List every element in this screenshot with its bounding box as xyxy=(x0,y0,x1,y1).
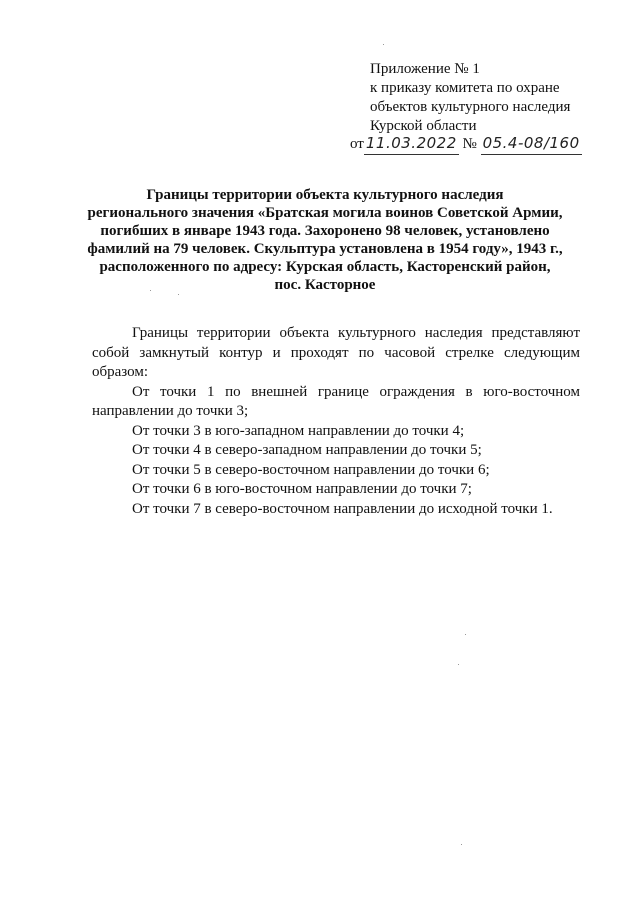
scan-speck xyxy=(150,290,151,291)
number-label: № xyxy=(462,136,477,152)
appendix-order-ref: к приказу комитета по охране xyxy=(370,80,560,96)
intro-paragraph-line: образом: xyxy=(92,364,149,380)
title-line: фамилий на 79 человек. Скульптура установлена в 1954 году», 1943 г., xyxy=(87,241,563,257)
appendix-number: Приложение № 1 xyxy=(370,61,480,77)
title-line: регионального значения «Братская могила воинов Советской Армии, xyxy=(87,205,563,221)
scan-speck xyxy=(461,844,462,845)
boundary-step-2: От точки 3 в юго-западном направлении до точки 4; xyxy=(132,422,465,439)
title-line: Границы территории объекта культурного наследия xyxy=(146,187,504,203)
boundary-step-6: От точки 7 в северо-восточном направлении до исходной точки 1. xyxy=(132,500,553,517)
scan-speck xyxy=(465,634,466,635)
intro-paragraph-line: Границы территории объекта культурного наследия представляют xyxy=(132,325,580,341)
title-line: пос. Касторное xyxy=(274,277,376,293)
appendix-committee: объектов культурного наследия xyxy=(370,99,571,115)
appendix-header xyxy=(370,60,610,136)
boundary-step-5: От точки 6 в юго-восточном направлении до точки 7; xyxy=(132,481,472,497)
order-number-handwritten: 05.4-08/160 xyxy=(481,134,582,155)
boundary-step-1: От точки 1 по внешней границе ограждения в юго-восточном xyxy=(132,383,580,400)
order-date-handwritten: 11.03.2022 xyxy=(364,134,459,155)
title-line: погибших в январе 1943 года. Захоронено 98 человек, установлено xyxy=(100,223,550,239)
from-label: от xyxy=(350,136,364,152)
document-body xyxy=(92,324,580,519)
scan-speck xyxy=(458,664,459,665)
boundary-step-4: От точки 5 в северо-восточном направлении до точки 6; xyxy=(132,461,490,478)
scan-speck xyxy=(178,294,179,295)
scan-speck xyxy=(383,44,384,45)
order-date-number xyxy=(350,134,610,156)
document-title xyxy=(70,186,580,294)
appendix-region: Курской области xyxy=(370,118,477,134)
boundary-step-3: От точки 4 в северо-западном направлении до точки 5; xyxy=(132,442,482,458)
intro-paragraph-line: собой замкнутый контур и проходят по часовой стрелке следующим xyxy=(92,344,580,361)
title-line: расположенного по адресу: Курская область, Касторенский район, xyxy=(99,259,551,275)
boundary-step-1-cont: направлении до точки 3; xyxy=(92,403,249,419)
